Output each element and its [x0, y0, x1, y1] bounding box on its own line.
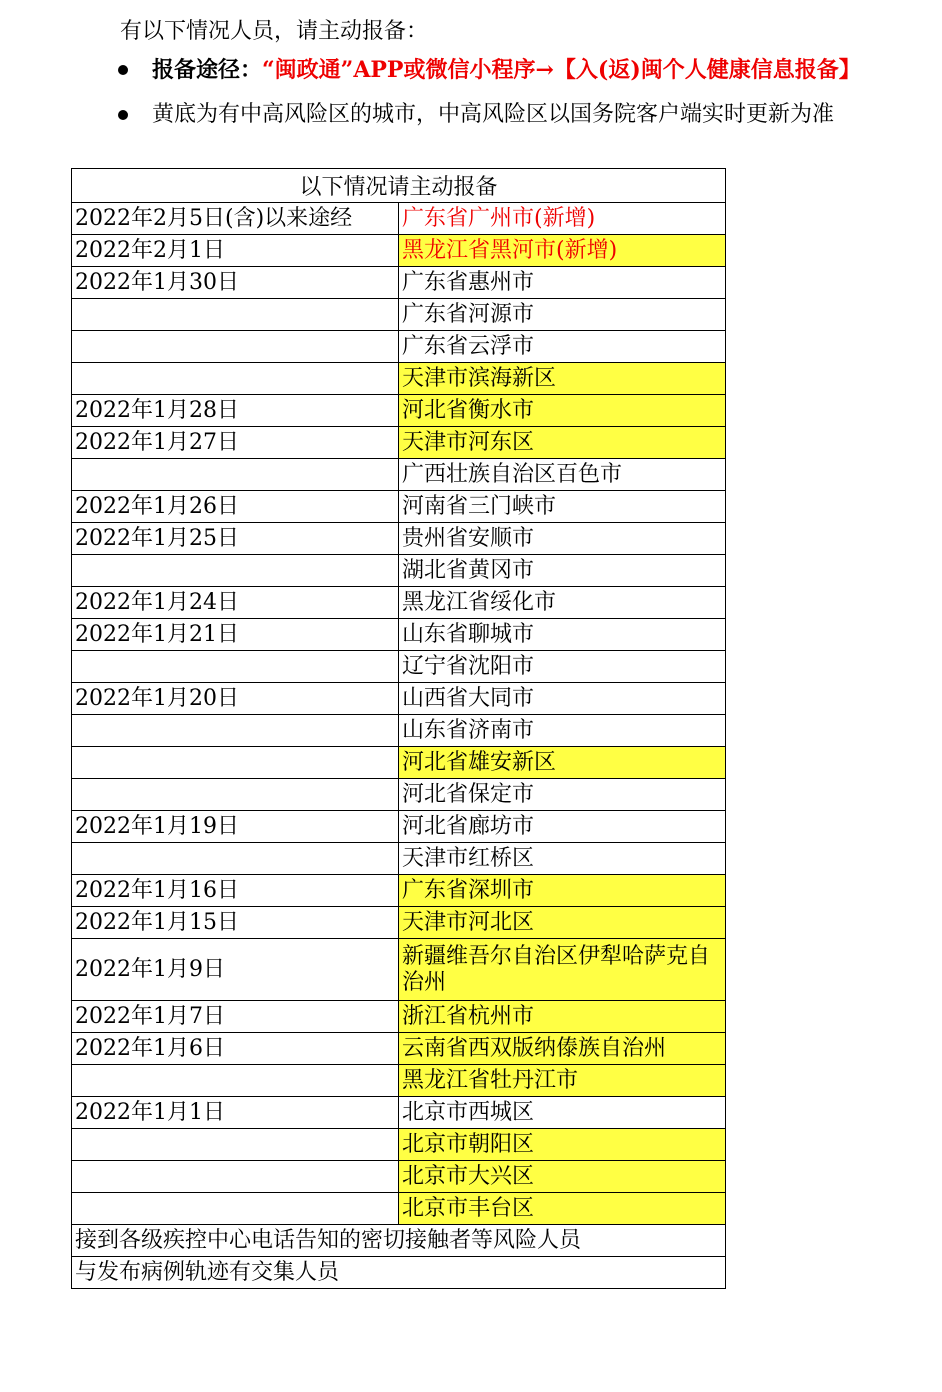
date-cell: 2022年1月28日 [72, 395, 399, 427]
table-row [72, 907, 726, 939]
place-cell: 山东省济南市 [399, 715, 726, 747]
place-cell: 北京市大兴区 [399, 1161, 726, 1193]
place-cell: 湖北省黄冈市 [399, 555, 726, 587]
table-row [72, 1033, 726, 1065]
table-row [72, 299, 726, 331]
date-cell [72, 1161, 399, 1193]
place-cell: 广东省惠州市 [399, 267, 726, 299]
table-row [72, 427, 726, 459]
table-row [72, 267, 726, 299]
bullet-dot-icon [118, 65, 128, 75]
bullet-dot-icon [118, 110, 128, 120]
place-cell: 河北省廊坊市 [399, 811, 726, 843]
date-cell: 2022年1月19日 [72, 811, 399, 843]
table-row [72, 651, 726, 683]
date-cell: 2022年1月1日 [72, 1097, 399, 1129]
footer-cell: 接到各级疾控中心电话告知的密切接触者等风险人员 [72, 1225, 726, 1257]
place-cell: 贵州省安顺市 [399, 523, 726, 555]
place-cell: 天津市滨海新区 [399, 363, 726, 395]
date-cell [72, 459, 399, 491]
date-cell: 2022年1月7日 [72, 1001, 399, 1033]
table-row [72, 811, 726, 843]
date-cell: 2022年1月9日 [72, 939, 399, 1001]
place-cell: 黑龙江省绥化市 [399, 587, 726, 619]
date-cell: 2022年1月24日 [72, 587, 399, 619]
place-cell: 天津市河北区 [399, 907, 726, 939]
table-row [72, 843, 726, 875]
date-cell [72, 747, 399, 779]
date-cell: 2022年1月6日 [72, 1033, 399, 1065]
table-footer-row [72, 1225, 726, 1257]
date-cell: 2022年1月15日 [72, 907, 399, 939]
table-row [72, 363, 726, 395]
table-row [72, 331, 726, 363]
table-row [72, 1065, 726, 1097]
date-cell [72, 555, 399, 587]
date-cell: 2022年2月1日 [72, 235, 399, 267]
highlight-note-text: 黄底为有中高风险区的城市，中高风险区以国务院客户端实时更新为准 [152, 102, 835, 127]
date-cell [72, 843, 399, 875]
report-table [71, 168, 726, 1289]
date-cell: 2022年1月27日 [72, 427, 399, 459]
table-row [72, 459, 726, 491]
place-cell: 广西壮族自治区百色市 [399, 459, 726, 491]
table-row [72, 1193, 726, 1225]
place-cell: 广东省广州市(新增) [399, 203, 726, 235]
reporting-channel-label: 报备途径： [152, 57, 263, 83]
table-row [72, 747, 726, 779]
date-cell [72, 715, 399, 747]
table-row [72, 235, 726, 267]
place-cell: 辽宁省沈阳市 [399, 651, 726, 683]
place-cell: 黑龙江省黑河市(新增) [399, 235, 726, 267]
date-cell: 2022年1月20日 [72, 683, 399, 715]
date-cell: 2022年1月21日 [72, 619, 399, 651]
date-cell [72, 1193, 399, 1225]
date-cell: 2022年2月5日(含)以来途经 [72, 203, 399, 235]
table-row [72, 619, 726, 651]
date-cell: 2022年1月26日 [72, 491, 399, 523]
table-row [72, 555, 726, 587]
date-cell [72, 1065, 399, 1097]
table-header-row [72, 169, 726, 203]
place-cell: 广东省河源市 [399, 299, 726, 331]
bullet-highlight-note [110, 101, 910, 129]
table-row [72, 779, 726, 811]
place-cell: 北京市丰台区 [399, 1193, 726, 1225]
place-cell: 广东省深圳市 [399, 875, 726, 907]
table-row [72, 203, 726, 235]
bullet-reporting-channel [110, 56, 910, 85]
date-cell [72, 651, 399, 683]
date-cell [72, 1129, 399, 1161]
place-cell: 山东省聊城市 [399, 619, 726, 651]
table-row [72, 1161, 726, 1193]
place-cell: 北京市西城区 [399, 1097, 726, 1129]
place-cell: 黑龙江省牡丹江市 [399, 1065, 726, 1097]
date-cell [72, 779, 399, 811]
table-row [72, 1097, 726, 1129]
table-body [72, 203, 726, 1289]
date-cell [72, 299, 399, 331]
place-cell: 天津市河东区 [399, 427, 726, 459]
place-cell: 新疆维吾尔自治区伊犁哈萨克自治州 [399, 939, 726, 1001]
place-cell: 北京市朝阳区 [399, 1129, 726, 1161]
date-cell [72, 331, 399, 363]
table-row [72, 491, 726, 523]
date-cell: 2022年1月25日 [72, 523, 399, 555]
place-cell: 广东省云浮市 [399, 331, 726, 363]
intro-text: 有以下情况人员，请主动报备： [120, 19, 429, 44]
place-cell: 天津市红桥区 [399, 843, 726, 875]
table-footer-row [72, 1257, 726, 1289]
date-cell [72, 363, 399, 395]
table-row [72, 683, 726, 715]
place-cell: 河北省保定市 [399, 779, 726, 811]
table-row [72, 587, 726, 619]
table-row [72, 523, 726, 555]
table-row [72, 1129, 726, 1161]
place-cell: 河北省雄安新区 [399, 747, 726, 779]
table-row [72, 395, 726, 427]
place-cell: 云南省西双版纳傣族自治州 [399, 1033, 726, 1065]
table-row [72, 1001, 726, 1033]
table-row [72, 939, 726, 1001]
bullet-list [110, 56, 910, 129]
place-cell: 浙江省杭州市 [399, 1001, 726, 1033]
footer-cell: 与发布病例轨迹有交集人员 [72, 1257, 726, 1289]
place-cell: 河南省三门峡市 [399, 491, 726, 523]
reporting-channel-link: “闽政通”APP或微信小程序→【入(返)闽个人健康信息报备】 [262, 57, 861, 83]
date-cell: 2022年1月16日 [72, 875, 399, 907]
place-cell: 山西省大同市 [399, 683, 726, 715]
date-cell: 2022年1月30日 [72, 267, 399, 299]
table-row [72, 875, 726, 907]
table-header: 以下情况请主动报备 [72, 169, 726, 203]
table-row [72, 715, 726, 747]
place-cell: 河北省衡水市 [399, 395, 726, 427]
